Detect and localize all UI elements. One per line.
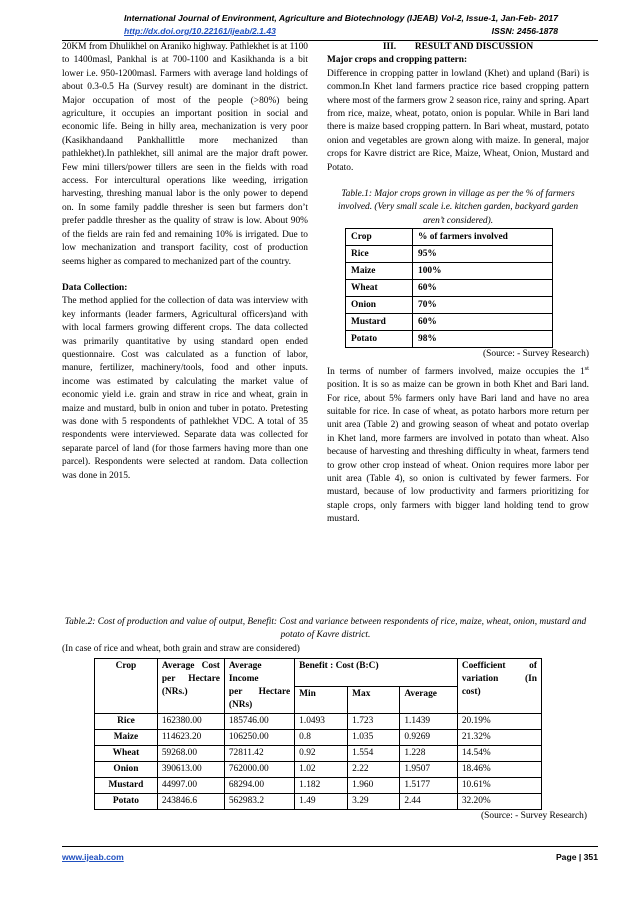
table2-header-crop: Crop — [95, 659, 158, 714]
data-collection-heading: Data Collection: — [62, 282, 128, 293]
footer-divider — [62, 846, 598, 847]
data-collection-paragraph: The method applied for the collection of data was interview with key informants (leader farmers, Agricultural officers)and with with local farmers growing different crops. The data collected was primarily quantitative by using standard open ended questionnaire. Cost was calculated as a function of labor, manure, fertilizer, machinery/tools, food and other inputs. income was estimated by calculating the market value of economic yield i.e. grain and straw in rice and wheat, grain in maize and mustard, bulb in onion and tuber in potato. Pretesting was done with 5 respondents of pathlekhet VDC. A total of 35 respondents were interviewed. Separate data was collected for separate parcel of land (for those farmers having more than one parcel). Respondents were selected at random. Data collection was done in 2015. — [62, 296, 308, 481]
table-row — [346, 331, 553, 348]
table-row — [346, 297, 553, 314]
table2-source: (Source: - Survey Research) — [481, 811, 587, 822]
table-row — [346, 280, 553, 297]
table-row — [95, 762, 542, 778]
table1-header-crop: Crop — [346, 229, 413, 246]
table-row — [346, 263, 553, 280]
major-crops-paragraph: Difference in cropping patter in lowland (Khet) and upland (Bari) is common.In Khet land farmers practice rice based cropping pattern where most of the farmers grow 2 season rice, rainy and spring. Apart from rice, maize, wheat, potato, onion is popular. While in Bari land there is maize based cropping pattern. In Bari wheat, mustard, potato onion and vegetables are grown along with maize. In general, major crops for Kavre district are Rice, Maize, Wheat, Onion, Mustard and Potato. — [327, 68, 589, 173]
header-line: per Hectare — [161, 674, 220, 685]
table2-header-bc: Benefit : Cost (B:C) — [295, 659, 458, 687]
table-row — [95, 714, 542, 730]
left-column — [62, 41, 308, 483]
table-cell: 60% — [413, 314, 553, 331]
table-cell: 70% — [413, 297, 553, 314]
results-text-end: position. It is so as maize can be grown in both Khet and Bari land. For rice, about 5% farmers only have Bari land and have no area suitable for rice. In case of wheat, as potato harbors more return per unit area (Table 2) and growing season of wheat and potato overlap in Khet land, more farmers are involved in potato than wheat. Also because of harvesting and threshing difficulty in wheat, farmers tend to grow other crop instead of wheat. Onion requires more labor per unit area (Table 4), so onion is cultivated by fewer farmers. For mustard, because of low productivity and farmers prioritizing for staple crops, only farmers with bigger land holding tend to grow mustard. — [327, 380, 589, 525]
table-row — [95, 730, 542, 746]
table2-header-avg-income — [224, 659, 294, 714]
table-cell: 114623.20 — [157, 730, 224, 746]
header-line: (NRs.) — [161, 687, 188, 698]
intro-paragraph: 20KM from Dhulikhel on Araniko highway. Pathlekhet is at 1100 to 1400masl, Pankhal is at 700-1100 and Kasikhanda is a bit lower i.e. 950-1200masl. Farmers with average land holdings of about 0.3-0.5 Ha (Survey result) are dominant in the district. Major occupation of most of the people (>80%) being agriculture, it occupies an important position in social and economic life. Being in hilly area, mechanization is very poor (Kasikhandaand Pankhallittle more mechanized than pathlekhet).In pathlekhet, sill animal are the major draft power. Few mini tillers/power tillers are seen in the fields with road access. For intercultural operations like weeding, irrigation harvesting, threshing manual labor is the only power to depend on. In some family paddle thresher is seen but farmers don’t prefer paddle thresher as the quality of straw is low. About 90% of the fields are rain fed and remaining 10% is irrigated. Due to low mechanization and transport facility, cost of production seems higher as compared to mechanized part of the country. — [62, 42, 308, 267]
table-cell: 100% — [413, 263, 553, 280]
header-line: Coefficient of — [461, 661, 537, 672]
section-title: III. RESULT AND DISCUSSION — [382, 42, 534, 52]
table1-caption: Table.1: Major crops grown in village as per the % of farmers involved. (Very small scale i.e. kitchen garden, backyard garden aren’t considered). — [337, 189, 579, 226]
table-cell: 1.035 — [348, 730, 400, 746]
table-cell: 68294.00 — [224, 778, 294, 794]
table1-source: (Source: - Survey Research) — [483, 349, 589, 360]
table-cell: 762000.00 — [224, 762, 294, 778]
page-number: Page | 351 — [555, 852, 598, 862]
table-row — [346, 246, 553, 263]
table2-header-avg-cost — [157, 659, 224, 714]
table-cell: Rice — [346, 246, 413, 263]
table-cell: 106250.00 — [224, 730, 294, 746]
table-cell: 243846.6 — [157, 794, 224, 810]
table-cell: 1.960 — [348, 778, 400, 794]
results-text-start: In terms of number of farmers involved, maize occupies the 1 — [327, 366, 585, 377]
results-paragraph — [327, 362, 589, 527]
table-cell: 1.228 — [400, 746, 458, 762]
table-cell: 0.9269 — [400, 730, 458, 746]
table-row — [95, 746, 542, 762]
table-cell: 185746.00 — [224, 714, 294, 730]
table2-crop-cell: Mustard — [95, 778, 158, 794]
header-line: (NRs) — [228, 700, 253, 711]
table-cell: 98% — [413, 331, 553, 348]
table-cell: 390613.00 — [157, 762, 224, 778]
table-row — [95, 659, 542, 687]
header-line: cost) — [461, 687, 481, 698]
table-cell: 18.46% — [457, 762, 541, 778]
table2-crop-cell: Maize — [95, 730, 158, 746]
table2-body — [95, 714, 542, 810]
table-cell: 1.02 — [295, 762, 348, 778]
table-cell: Onion — [346, 297, 413, 314]
table2-note: (In case of rice and wheat, both grain and straw are considered) — [62, 643, 300, 654]
table2-header-cv — [457, 659, 541, 714]
table2-header-max: Max — [348, 686, 400, 714]
table2 — [94, 658, 542, 810]
table1 — [345, 228, 553, 348]
table-cell: 44997.00 — [157, 778, 224, 794]
header-line: Average Income — [228, 661, 262, 685]
table2-section — [62, 616, 589, 824]
volume-issue: Vol-2, Issue-1, Jan-Feb- 2017 — [440, 13, 558, 23]
table2-crop-cell: Rice — [95, 714, 158, 730]
table1-header-percent: % of farmers involved — [413, 229, 553, 246]
table-cell: 10.61% — [457, 778, 541, 794]
table-cell: 72811.42 — [224, 746, 294, 762]
table-cell: 1.49 — [295, 794, 348, 810]
page-footer — [62, 852, 598, 862]
header-line: per Hectare — [228, 687, 291, 698]
table-cell: 2.44 — [400, 794, 458, 810]
header-line: variation (In — [461, 674, 537, 685]
table-cell: 21.32% — [457, 730, 541, 746]
table2-crop-cell: Wheat — [95, 746, 158, 762]
table-cell: 0.92 — [295, 746, 348, 762]
table-row — [95, 778, 542, 794]
table-cell: 14.54% — [457, 746, 541, 762]
table-cell: 60% — [413, 280, 553, 297]
ordinal-suffix: st — [584, 364, 589, 372]
table-cell: 95% — [413, 246, 553, 263]
right-column — [327, 41, 589, 527]
table-cell: Potato — [346, 331, 413, 348]
table-cell: 1.182 — [295, 778, 348, 794]
table-row — [346, 229, 553, 246]
table-cell: Mustard — [346, 314, 413, 331]
table-cell: 20.19% — [457, 714, 541, 730]
table-cell: 32.20% — [457, 794, 541, 810]
table-cell: 1.554 — [348, 746, 400, 762]
major-crops-heading: Major crops and cropping pattern: — [327, 55, 468, 66]
doi-link[interactable]: http://dx.doi.org/10.22161/ijeab/2.1.43 — [124, 26, 276, 36]
table-cell: 1.5177 — [400, 778, 458, 794]
table2-crop-cell: Onion — [95, 762, 158, 778]
table2-caption: Table.2: Cost of production and value of output, Benefit: Cost and variance between respondents of rice, maize, wheat, onion, mustard and potato of Kavre district. — [64, 617, 587, 641]
table2-header-average: Average — [400, 686, 458, 714]
table-cell: 2.22 — [348, 762, 400, 778]
table-cell: 562983.2 — [224, 794, 294, 810]
table-row — [346, 314, 553, 331]
table-cell: 1.0493 — [295, 714, 348, 730]
table-row — [95, 794, 542, 810]
header-line: Average Cost — [161, 661, 220, 672]
website-link[interactable]: www.ijeab.com — [62, 852, 124, 862]
journal-title: International Journal of Environment, Agriculture and Biotechnology (IJEAB) — [124, 13, 438, 23]
table-cell: Wheat — [346, 280, 413, 297]
table-cell: 1.723 — [348, 714, 400, 730]
table2-crop-cell: Potato — [95, 794, 158, 810]
table-cell: 0.8 — [295, 730, 348, 746]
table-cell: 3.29 — [348, 794, 400, 810]
table-cell: 59268.00 — [157, 746, 224, 762]
table-cell: 1.1439 — [400, 714, 458, 730]
issn: ISSN: 2456-1878 — [491, 26, 558, 36]
table-cell: 162380.00 — [157, 714, 224, 730]
table-cell: Maize — [346, 263, 413, 280]
table2-header-min: Min — [295, 686, 348, 714]
table-cell: 1.9507 — [400, 762, 458, 778]
